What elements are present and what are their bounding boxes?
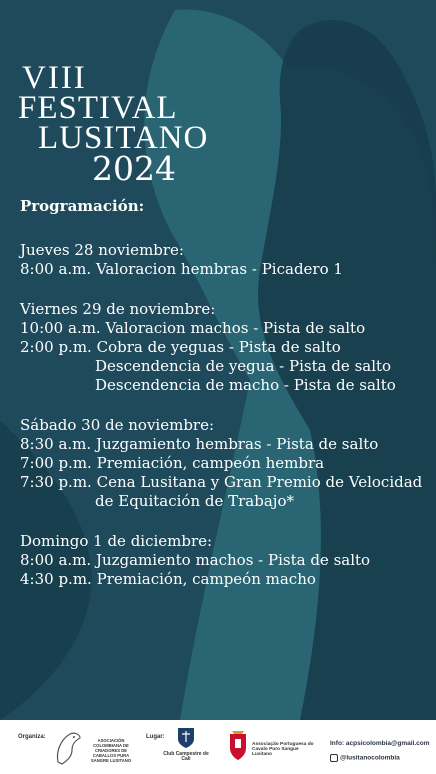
day-title: Viernes 29 de noviembre: [20,300,216,318]
event-time: 8:00 a.m. [20,551,92,569]
day-block [20,532,432,589]
day-title: Jueves 28 noviembre: [20,241,184,259]
instagram-text: @lusitanocolombia [340,754,400,762]
program-heading: Programación: [20,197,145,215]
event-continuation: Descendencia de macho - Pista de salto [95,376,396,394]
event-description: Valoracion hembras - Picadero 1 [95,260,343,278]
contact-email[interactable]: Info: acpsicolombia@gmail.com [330,740,430,747]
acpsl-name: ASOCIACIÓN COLOMBIANA DE CRIADORES DE CABALLOS PURA SANGRE LUSITANO [90,738,132,763]
event-time: 4:30 p.m. [20,570,92,588]
organiza-label: Organiza: [18,734,46,740]
schedule-event [20,454,432,473]
event-description: Cobra de yeguas - Pista de salto [96,338,341,356]
title-festival: FESTIVAL [18,90,178,126]
event-continuation: Descendencia de yegua - Pista de salto [95,357,392,375]
acpsl-horse-logo-icon [52,728,86,766]
day-title: Sábado 30 de noviembre: [20,416,215,434]
instagram-handle[interactable] [330,754,430,762]
event-time: 2:00 p.m. [20,338,92,356]
title-year: 2024 [92,149,176,188]
club-name: Club Campestre de Cali [163,751,209,762]
event-time: 8:30 a.m. [20,435,92,453]
event-time: 7:30 p.m. [20,473,92,491]
day-block [20,416,432,511]
event-time: 10:00 a.m. [20,319,101,337]
program-schedule [20,197,432,610]
club-campestre-crest-icon [176,726,196,750]
apsl-name: Associação Portuguesa do Cavalo Puro Sangue Lusitano [252,742,314,757]
event-time: 8:00 a.m. [20,260,92,278]
day-block [20,241,432,279]
event-description: Juzgamiento machos - Pista de salto [95,551,371,569]
event-description: Juzgamiento hembras - Pista de salto [95,435,379,453]
day-list [20,241,432,589]
event-description: Cena Lusitana y Gran Premio de Velocidad [96,473,423,491]
schedule-event [20,319,432,338]
event-description: Premiación, campeón hembra [96,454,325,472]
event-time: 7:00 p.m. [20,454,92,472]
event-description: Valoracion machos - Pista de salto [105,319,366,337]
title-edition: VIII [22,60,87,96]
schedule-event [20,551,432,570]
day-title: Domingo 1 de diciembre: [20,532,213,550]
schedule-event [20,435,432,454]
schedule-event [20,260,432,279]
event-continuation: de Equitación de Trabajo* [95,492,294,510]
event-description: Premiación, campeón macho [96,570,316,588]
sponsor-footer [0,720,436,774]
apsl-portugal-crest-icon [226,728,250,764]
contact-info [330,740,430,769]
schedule-event [20,338,432,357]
day-block [20,300,432,395]
title-lusitano: LUSITANO [38,120,209,156]
instagram-icon [330,754,338,762]
schedule-event [20,473,432,492]
lugar-label: Lugar: [146,734,165,740]
schedule-event [20,570,432,589]
